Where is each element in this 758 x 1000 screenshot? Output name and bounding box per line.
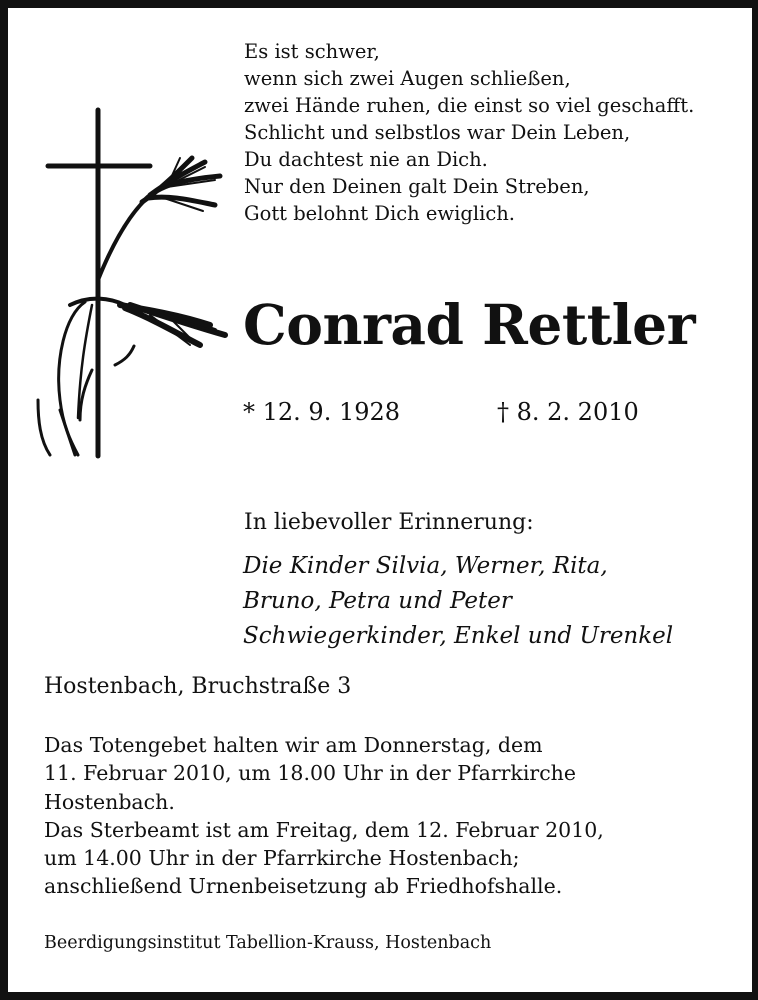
family-list — [243, 549, 673, 654]
poem-line: Es ist schwer, — [244, 40, 380, 63]
service-info — [44, 731, 604, 901]
poem-line: Gott belohnt Dich ewiglich. — [244, 202, 515, 225]
poem-line: zwei Hände ruhen, die einst so viel geschafft. — [244, 94, 695, 117]
funeral-home: Beerdigungsinstitut Tabellion-Krauss, Hostenbach — [44, 933, 492, 953]
info-line: Das Sterbeamt ist am Freitag, dem 12. Februar 2010, — [44, 817, 604, 842]
poem — [244, 38, 694, 227]
family-line: Schwiegerkinder, Enkel und Urenkel — [243, 623, 674, 649]
info-line: 11. Februar 2010, um 18.00 Uhr in der Pfarrkirche — [44, 761, 577, 786]
family-line: Bruno, Petra und Peter — [243, 588, 512, 614]
info-line: anschließend Urnenbeisetzung ab Friedhofshalle. — [44, 874, 563, 899]
poem-line: wenn sich zwei Augen schließen, — [244, 67, 571, 90]
poem-line: Schlicht und selbstlos war Dein Leben, — [244, 121, 631, 144]
info-line: Hostenbach. — [44, 789, 175, 814]
cross-with-wheat-icon — [30, 100, 230, 470]
address: Hostenbach, Bruchstraße 3 — [44, 674, 352, 699]
birth-date: * 12. 9. 1928 — [243, 398, 401, 426]
poem-line: Nur den Deinen galt Dein Streben, — [244, 175, 590, 198]
family-line: Die Kinder Silvia, Werner, Rita, — [243, 553, 608, 579]
info-line: Das Totengebet halten wir am Donnerstag, dem — [44, 733, 543, 757]
poem-line: Du dachtest nie an Dich. — [244, 148, 488, 171]
info-line: um 14.00 Uhr in der Pfarrkirche Hostenbach; — [44, 846, 520, 871]
memory-heading: In liebevoller Erinnerung: — [244, 510, 534, 535]
deceased-name: Conrad Rettler — [243, 292, 696, 357]
death-date: † 8. 2. 2010 — [497, 398, 639, 426]
